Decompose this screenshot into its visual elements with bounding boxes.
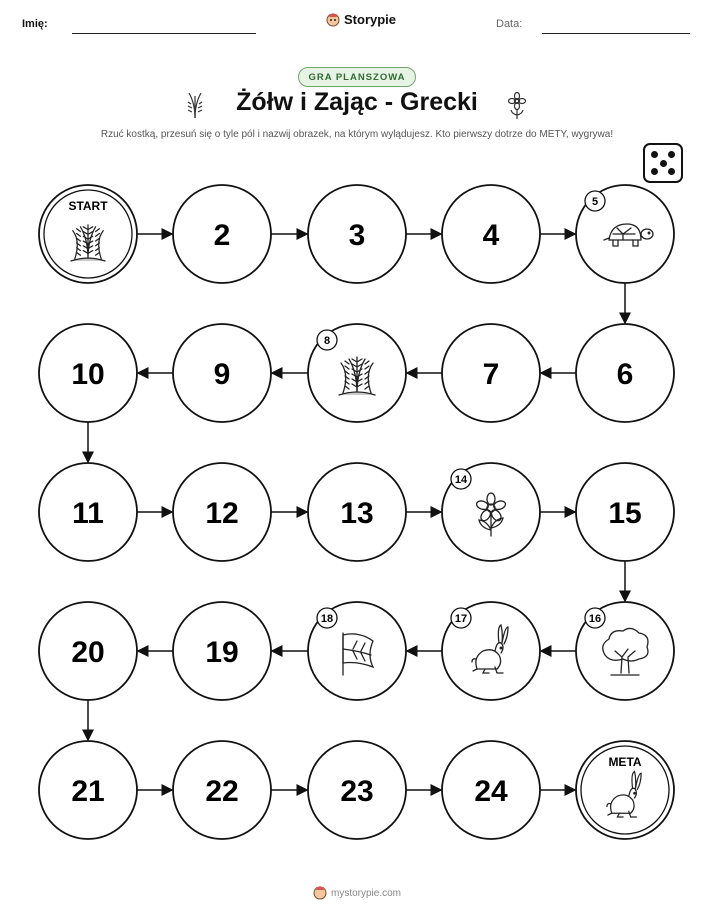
board-cell	[442, 602, 540, 700]
board-cell	[39, 602, 137, 700]
cell-label: 12	[205, 497, 239, 530]
board-cell	[576, 324, 674, 422]
board-cell	[39, 741, 137, 839]
cell-label: 4	[482, 219, 500, 252]
cell-label: 11	[72, 497, 104, 530]
board-cell	[576, 741, 674, 839]
cell-label: META	[608, 755, 642, 769]
cell-label: 14	[454, 474, 468, 486]
cell-label: 20	[71, 636, 105, 669]
footer-url: mystorypie.com	[330, 887, 401, 899]
board-cell	[39, 324, 137, 422]
cell-label: 23	[340, 775, 374, 808]
name-label: Imię:	[22, 18, 48, 30]
board-cell	[442, 185, 540, 283]
cell-label: 8	[323, 335, 331, 347]
cell-label: 18	[320, 613, 334, 625]
board-cell	[576, 463, 674, 561]
cell-label: 15	[608, 497, 642, 530]
date-label: Data:	[496, 18, 523, 30]
board-cell	[576, 185, 674, 283]
cell-label: 13	[340, 497, 374, 530]
cell-label: 7	[482, 358, 500, 391]
footer-mascot-icon	[313, 886, 327, 900]
cell-label: 19	[205, 636, 239, 669]
board-cell	[173, 602, 271, 700]
cell-label: 5	[591, 196, 599, 208]
cell-label: 2	[213, 219, 231, 252]
board-cell	[442, 741, 540, 839]
cell-label: 9	[213, 358, 231, 391]
board-cell	[173, 463, 271, 561]
board-cell	[173, 324, 271, 422]
cell-label: 22	[205, 775, 239, 808]
cell-label: 24	[474, 775, 508, 808]
board-cell	[308, 602, 406, 700]
cell-label: 6	[616, 358, 634, 391]
cell-label: 17	[454, 613, 468, 625]
board-cell	[39, 185, 137, 283]
cell-label: 16	[588, 613, 602, 625]
cell-label: START	[68, 199, 108, 213]
board-cell	[576, 602, 674, 700]
footer	[0, 886, 714, 900]
board-cell	[173, 741, 271, 839]
cell-label: 10	[71, 358, 105, 391]
board-cell	[442, 463, 540, 561]
instructions: Rzuć kostką, przesuń się o tyle pól i nazwij obrazek, na którym wylądujesz. Kto pierwszy dotrze do METY, wygrywa!	[100, 129, 614, 140]
board-cell	[173, 185, 271, 283]
cell-label: 3	[348, 219, 366, 252]
board-cell	[442, 324, 540, 422]
board-cell	[308, 324, 406, 422]
board-cell	[308, 741, 406, 839]
brand-name: Storypie	[344, 12, 397, 27]
page-title: Żółw i Zając - Grecki	[236, 88, 478, 116]
category-badge: GRA PLANSZOWA	[298, 67, 416, 87]
board-cell	[308, 463, 406, 561]
cell-label: 21	[71, 775, 105, 808]
board-cell	[308, 185, 406, 283]
board-cell	[39, 463, 137, 561]
